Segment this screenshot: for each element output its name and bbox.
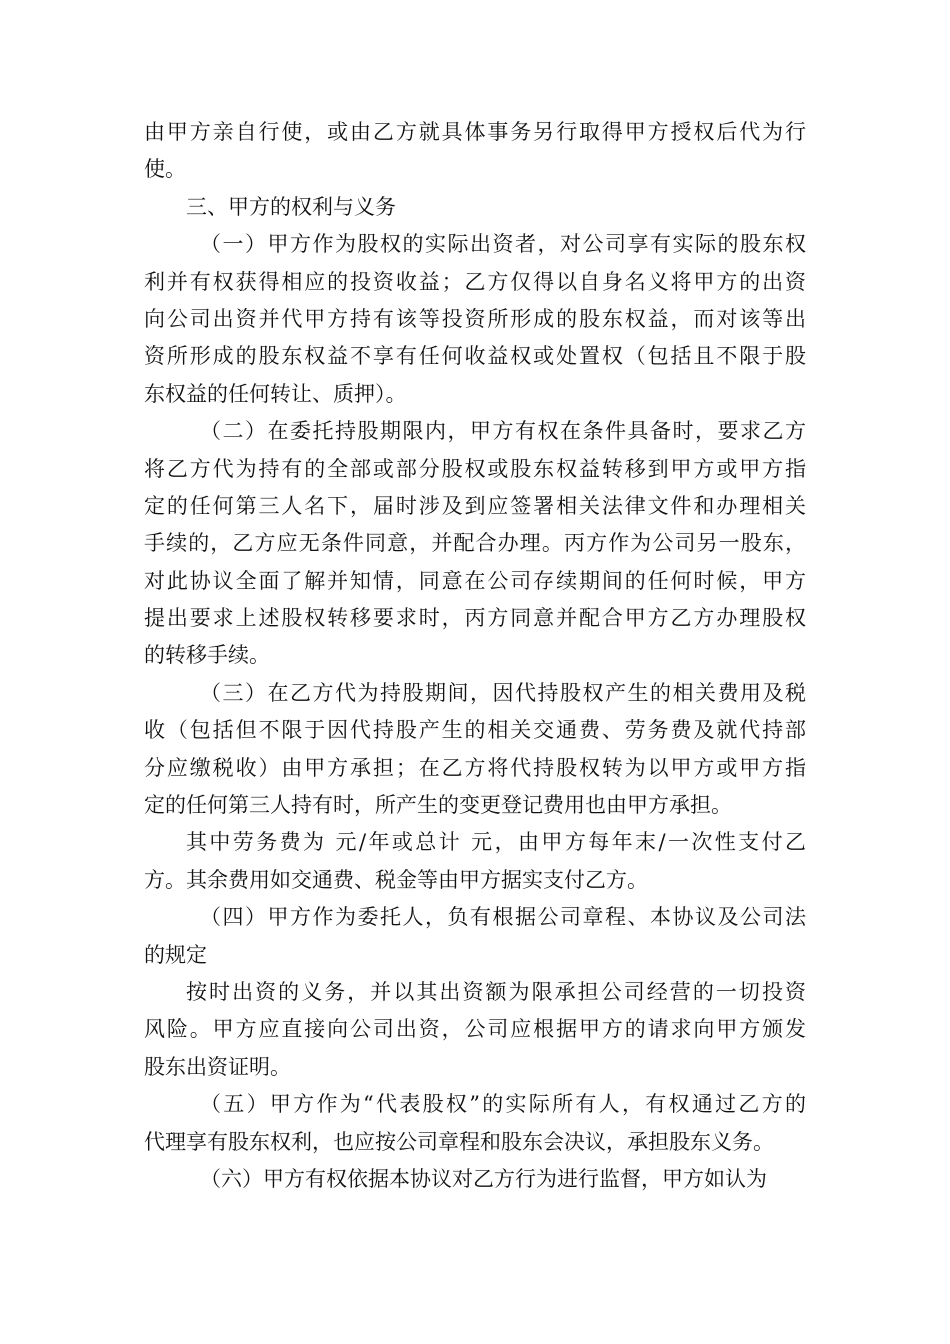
text-line: 向公司出资并代甲方持有该等投资所形成的股东权益，而对该等出 bbox=[144, 306, 806, 331]
clause-6 bbox=[144, 1161, 806, 1198]
paragraph-exercise-rights bbox=[144, 114, 806, 189]
text-line: （二）在委托持股期限内，甲方有权在条件具备时，要求乙方 bbox=[200, 419, 806, 444]
text-line: （一）甲方作为股权的实际出资者，对公司享有实际的股东权 bbox=[200, 232, 806, 257]
text-line: 对此协议全面了解并知情，同意在公司存续期间的任何时候，甲方 bbox=[144, 568, 806, 593]
text-line: （三）在乙方代为持股期间，因代持股权产生的相关费用及税 bbox=[200, 680, 806, 705]
text-line: 代理享有股东权利，也应按公司章程和股东会决议，承担股东义务。 bbox=[144, 1129, 774, 1154]
clause-4 bbox=[144, 899, 806, 974]
text-line: 由甲方亲自行使，或由乙方就具体事务另行取得甲方授权后代为行 bbox=[144, 120, 806, 144]
text-line: 手续的，乙方应无条件同意，并配合办理。丙方作为公司另一股东， bbox=[144, 531, 806, 556]
text-line: 的规定 bbox=[144, 942, 207, 967]
text-line: 的转移手续。 bbox=[144, 643, 270, 668]
text-line: 收（包括但不限于因代持股产生的相关交通费、劳务费及就代持部 bbox=[144, 718, 806, 743]
paragraph-service-fee bbox=[144, 824, 806, 899]
text-line: （六）甲方有权依据本协议对乙方行为进行监督，甲方如认为 bbox=[200, 1166, 767, 1191]
clause-1 bbox=[144, 226, 806, 413]
document-body bbox=[144, 114, 806, 1198]
section-heading-party-a-rights bbox=[144, 189, 806, 226]
text-line: 利并有权获得相应的投资收益；乙方仅得以自身名义将甲方的出资 bbox=[144, 269, 806, 294]
text-line: 按时出资的义务，并以其出资额为限承担公司经营的一切投资 bbox=[186, 979, 806, 1004]
paragraph-capital-contribution bbox=[144, 974, 806, 1086]
text-line: 其中劳务费为 元/年或总计 元，由甲方每年末/一次性支付乙 bbox=[186, 830, 806, 855]
text-line: （五）甲方作为“代表股权”的实际所有人，有权通过乙方的 bbox=[200, 1092, 806, 1117]
text-line: 方。其余费用如交通费、税金等由甲方据实支付乙方。 bbox=[144, 867, 648, 892]
text-line: （四）甲方作为委托人，负有根据公司章程、本协议及公司法 bbox=[200, 905, 806, 930]
text-line: 定的任何第三人名下，届时涉及到应签署相关法律文件和办理相关 bbox=[144, 493, 806, 518]
text-line: 资所形成的股东权益不享有任何收益权或处置权（包括且不限于股 bbox=[144, 344, 806, 369]
text-line: 将乙方代为持有的全部或部分股权或股东权益转移到甲方或甲方指 bbox=[144, 456, 806, 481]
clause-3 bbox=[144, 675, 806, 825]
section-heading: 三、甲方的权利与义务 bbox=[186, 194, 396, 219]
text-line: 股东出资证明。 bbox=[144, 1054, 291, 1079]
text-line: 定的任何第三人持有时，所产生的变更登记费用也由甲方承担。 bbox=[144, 793, 732, 818]
clause-2 bbox=[144, 413, 806, 675]
text-line: 提出要求上述股权转移要求时，丙方同意并配合甲方乙方办理股权 bbox=[144, 606, 806, 631]
clause-5 bbox=[144, 1086, 806, 1161]
text-line: 风险。甲方应直接向公司出资，公司应根据甲方的请求向甲方颁发 bbox=[144, 1017, 806, 1042]
text-line: 东权益的任何转让、质押）。 bbox=[144, 381, 407, 406]
text-line: 分应缴税收）由甲方承担；在乙方将代持股权转为以甲方或甲方指 bbox=[144, 755, 806, 780]
text-line: 使。 bbox=[144, 157, 186, 182]
